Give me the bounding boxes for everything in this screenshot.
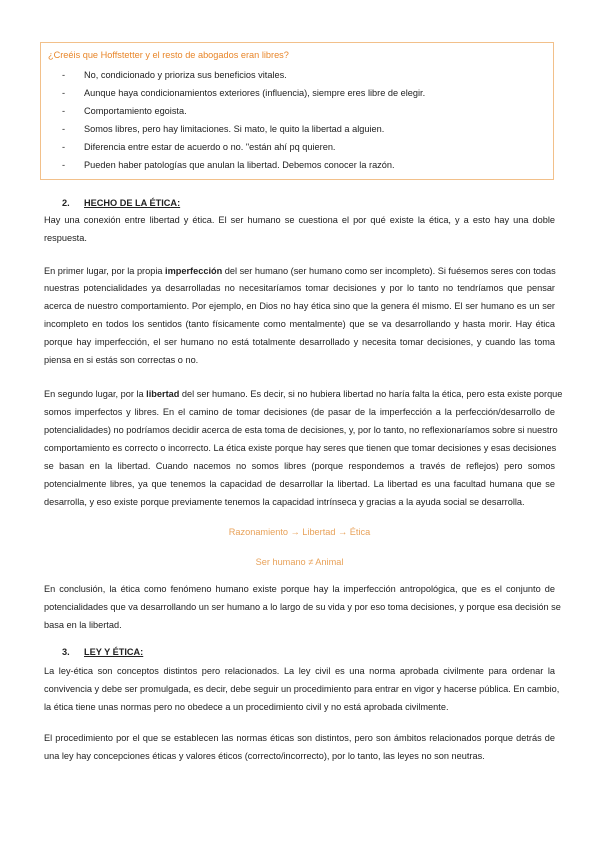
paragraph-line: La ley-ética son conceptos distintos pero relacionados. La ley civil es una norma aprobada civilmente para ordenar la — [44, 666, 555, 676]
paragraph-line: El procedimiento por el que se establecen las normas éticas son distintos, pero son ámbitos relacionados porque detrás de — [44, 733, 555, 743]
paragraph-line: potencialmente libres, ya que tenemos la capacidad de desarrollar la libertad. La libertad es una facultad humana que se — [44, 479, 555, 489]
paragraph-line: desarrolla, y eso existe porque previamente tenemos la capacidad intrínseca y gracias a la ayuda social se desarrolla. — [44, 497, 525, 507]
paragraph-line: potencialidades que va desarrollando un ser humano a lo largo de su vida y por eso toma decisiones, y porque esa decisión se — [44, 602, 561, 612]
paragraph-line: potencialidades) no podríamos decidir acerca de esta toma de decisiones, y, por lo tanto, no reflexionaríamos sobre si nuestro — [44, 425, 558, 435]
paragraph-line: se basan en la libertad. Cuando nacemos no somos libres (porque respondemos a través de reflejos) pero somos — [44, 461, 555, 471]
list-item: - No, condicionado y prioriza sus beneficios vitales. — [62, 70, 287, 80]
bold-term: libertad — [146, 389, 180, 399]
centered-formula: Ser humano ≠ Animal — [255, 557, 344, 567]
paragraph-line: incompleto en todos los sentidos (tanto físicamente como mentalmente) que se va desarrollando y hasta morir. Hay ética — [44, 319, 555, 329]
paragraph-line: basa en la libertad. — [44, 620, 122, 630]
paragraph-line: En conclusión, la ética como fenómeno humano existe porque hay la imperfección antropológica, que es el conjunto de — [44, 584, 555, 594]
dash-bullet: - — [62, 142, 66, 152]
paragraph-line: porque hay imperfección, el ser humano no está totalmente desarrollado y necesita tomar decisiones, y cuando las toma — [44, 337, 555, 347]
paragraph-line: En segundo lugar, por la libertad del ser humano. Es decir, si no hubiera libertad no haría falta la ética, pero esta existe porque — [44, 389, 563, 399]
paragraph-line: Hay una conexión entre libertad y ética. El ser humano se cuestiona el por qué existe la ética, y a esto hay una doble — [44, 215, 555, 225]
list-item: - Comportamiento egoista. — [62, 106, 187, 116]
paragraph-line: convivencia y debe ser promulgada, es decir, debe seguir un procedimiento para entrar en vigor y hacerse pública. En cambio, — [44, 684, 560, 694]
section-heading-3: 3. LEY Y ÉTICA: — [62, 647, 144, 657]
paragraph-line: acerca de nuestro comportamiento. Por ejemplo, en Dios no hay ética sino que la genera él mismo. El ser humano es un ser — [44, 301, 555, 311]
box-question: ¿Creéis que Hoffstetter y el resto de abogados eran libres? — [48, 50, 289, 60]
dash-bullet: - — [62, 70, 66, 80]
list-item: - Pueden haber patologías que anulan la libertad. Debemos conocer la razón. — [62, 160, 395, 170]
dash-bullet: - — [62, 106, 66, 116]
paragraph-line: nuestras potencialidades ya desarrolladas no necesitaríamos tomar decisiones y por lo tanto no tendríamos que pensar — [44, 283, 555, 293]
paragraph-line: una ley hay concepciones éticas y valores éticos (correcto/incorrecto), por lo tanto, las leyes no son neutras. — [44, 751, 485, 761]
list-item: - Aunque haya condicionamientos exteriores (influencia), siempre eres libre de elegir. — [62, 88, 426, 98]
paragraph-line: piensa en si estás son correctas o no. — [44, 355, 199, 365]
centered-formula: Razonamiento → Libertad → Ética — [228, 527, 371, 537]
paragraph-line: la ética tiene unas normas pero no obedece a un procedimiento civil y no está aprobada civilmente. — [44, 702, 449, 712]
dash-bullet: - — [62, 124, 66, 134]
paragraph-line: respuesta. — [44, 233, 87, 243]
section-heading-2: 2. HECHO DE LA ÉTICA: — [62, 198, 181, 208]
paragraph-line: somos imperfectos y libres. En el camino de tomar decisiones (de pasar de la imperfección a la perfección/desarrollo de — [44, 407, 555, 417]
list-item: - Diferencia entre estar de acuerdo o no. "están ahí pq quieren. — [62, 142, 336, 152]
paragraph-line: comportamiento es correcto o incorrecto. La ética existe porque hay seres que tienen que tomar decisiones y esas decisiones — [44, 443, 557, 453]
bold-term: imperfección — [165, 266, 223, 276]
dash-bullet: - — [62, 160, 66, 170]
list-item: - Somos libres, pero hay limitaciones. Si mato, le quito la libertad a alguien. — [62, 124, 385, 134]
paragraph-line: En primer lugar, por la propia imperfección del ser humano (ser humano como ser incompleto). Si fuésemos seres con todas — [44, 266, 556, 276]
dash-bullet: - — [62, 88, 66, 98]
